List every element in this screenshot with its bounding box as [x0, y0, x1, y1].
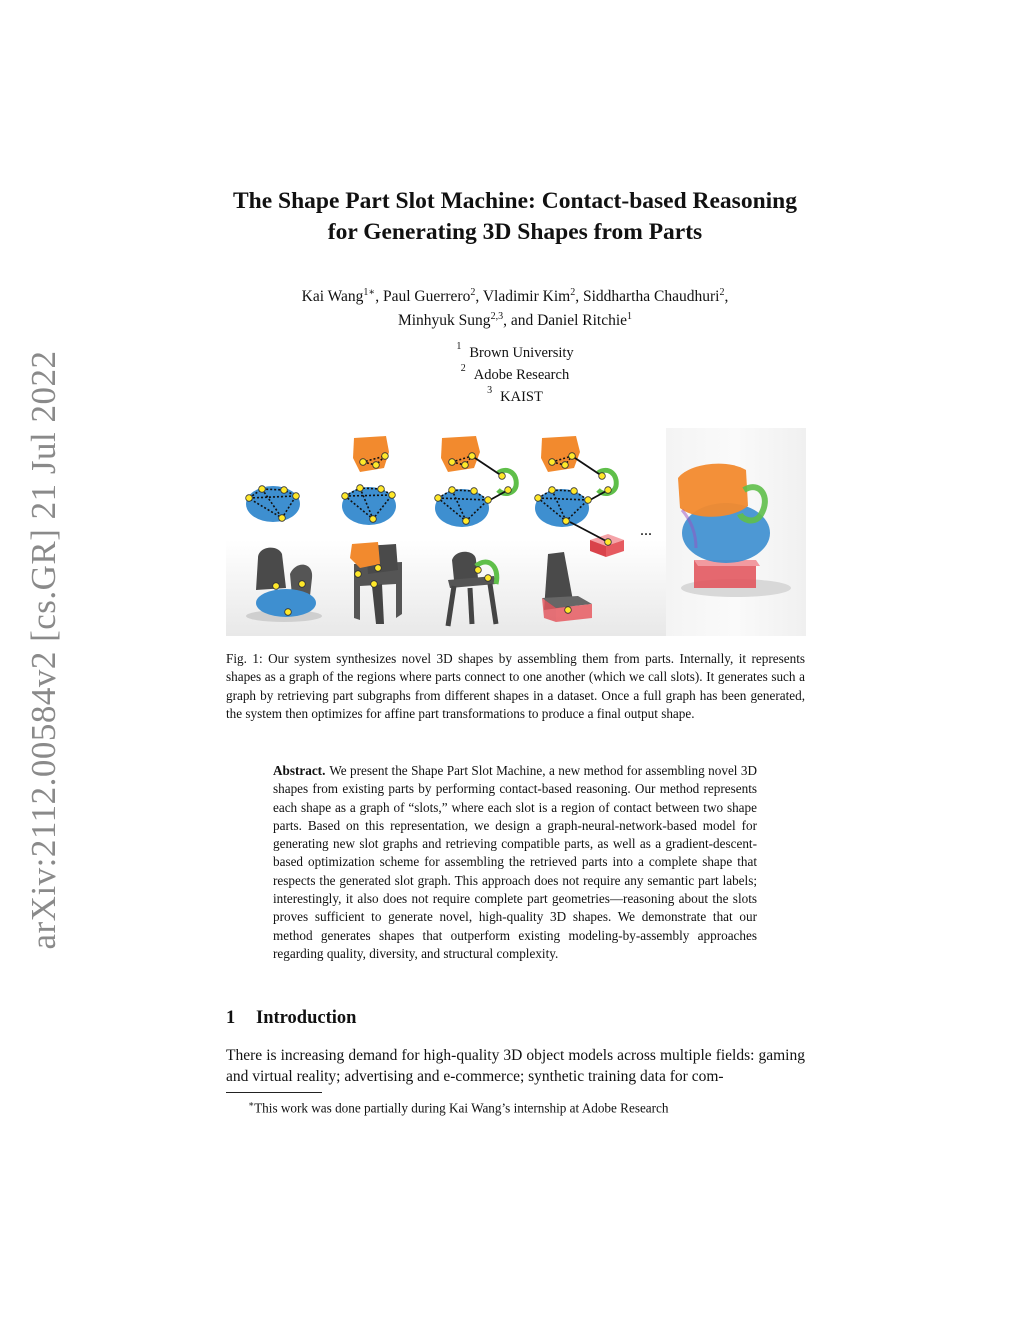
author-list — [200, 283, 830, 331]
affiliation-number: 3 — [487, 384, 493, 396]
teaser-figure — [226, 428, 806, 636]
abstract — [273, 762, 757, 963]
author-name: , Siddhartha Chaudhuri — [575, 288, 720, 306]
affiliation-name: Adobe Research — [473, 366, 570, 383]
section-title: Introduction — [256, 1008, 357, 1028]
author-line-2 — [200, 307, 830, 331]
affiliation-brown — [300, 340, 730, 362]
affiliations — [300, 340, 730, 405]
footnote-text: This work was done partially during Kai Wang’s internship at Adobe Research — [254, 1100, 669, 1116]
footnote-rule — [226, 1092, 322, 1093]
paper-title — [200, 186, 830, 248]
title-line-2: for Generating 3D Shapes from Parts — [327, 219, 703, 245]
section-heading — [226, 1008, 356, 1029]
author-affil-mark: 2 — [570, 287, 576, 298]
affiliation-name: Brown University — [469, 344, 574, 361]
abstract-text: We present the Shape Part Slot Machine, a new method for assembling novel 3D shapes from existing parts by performing contact-based reasoning. Our method represents each shape as a graph of “slots,” where each slot is a region of contact between two shape parts. Based on this representation, we design a graph-neural-network-based model for generating new slot graphs and retrieving compatible parts, as well as a gradient-descent-based optimization scheme for assembling the retrieved parts into a complete shape that respects the generated slot graph. This approach does not require any semantic part labels; interestingly, it also does not require complete part geometries—reasoning about the slots proves sufficient to generate novel, high-quality 3D shapes. We demonstrate that our method generates shapes that outperform existing modeling-by-assembly approaches regarding quality, diversity, and structural complexity. — [273, 763, 757, 961]
arxiv-identifier: arXiv:2112.00584v2 [cs.GR] 21 Jul 2022 — [24, 350, 63, 950]
title-line-1: The Shape Part Slot Machine: Contact-based Reasoning — [232, 188, 797, 214]
author-affil-mark: 1 — [627, 311, 633, 323]
slot-graph-step-2 — [342, 436, 396, 525]
author-separator: , — [724, 288, 729, 306]
author-name: , Vladimir Kim — [475, 288, 571, 306]
author-affil-mark: 1∗ — [363, 287, 376, 298]
affiliation-number: 2 — [460, 362, 466, 374]
abstract-label: Abstract. — [273, 763, 326, 778]
slot-graph-step-4 — [535, 436, 624, 557]
author-affil-mark: 2 — [470, 287, 476, 298]
affiliation-number: 1 — [456, 341, 462, 352]
author-affil-mark: 2 — [719, 287, 725, 298]
slot-graph-step-3 — [435, 436, 517, 527]
footnote — [248, 1096, 669, 1116]
author-name: Minhyuk Sung — [397, 312, 491, 330]
ellipsis-label: ... — [640, 522, 652, 539]
section-number: 1 — [226, 1008, 236, 1028]
orange-part — [678, 464, 748, 517]
affiliation-kaist — [300, 384, 730, 406]
slot-graph-step-1 — [246, 486, 300, 522]
affiliation-adobe — [300, 362, 730, 384]
affiliation-name: KAIST — [500, 388, 543, 405]
author-line-1 — [200, 283, 830, 307]
slot-points — [565, 607, 572, 614]
author-name: , Paul Guerrero — [375, 288, 471, 306]
author-affil-mark: 2,3 — [490, 311, 504, 323]
intro-paragraph: There is increasing demand for high-quality 3D object models across multiple fields: gaming and virtual reality; advertising and e-commerce; synthetic training data for com- — [226, 1047, 805, 1085]
figure-caption: Fig. 1: Our system synthesizes novel 3D shapes by assembling them from parts. Internally, it represents shapes as a graph of the regions where parts connect to one another (which we call slots). It generates such a graph by retrieving part subgraphs from different shapes in a dataset. Once a full graph has been generated, the system then optimizes for affine part transformations to produce a final output shape. — [226, 651, 805, 722]
blue-part — [246, 486, 300, 522]
author-name: Kai Wang — [301, 288, 364, 306]
footnote-mark: ∗ — [248, 1099, 255, 1109]
author-name: , and Daniel Ritchie — [503, 312, 628, 330]
